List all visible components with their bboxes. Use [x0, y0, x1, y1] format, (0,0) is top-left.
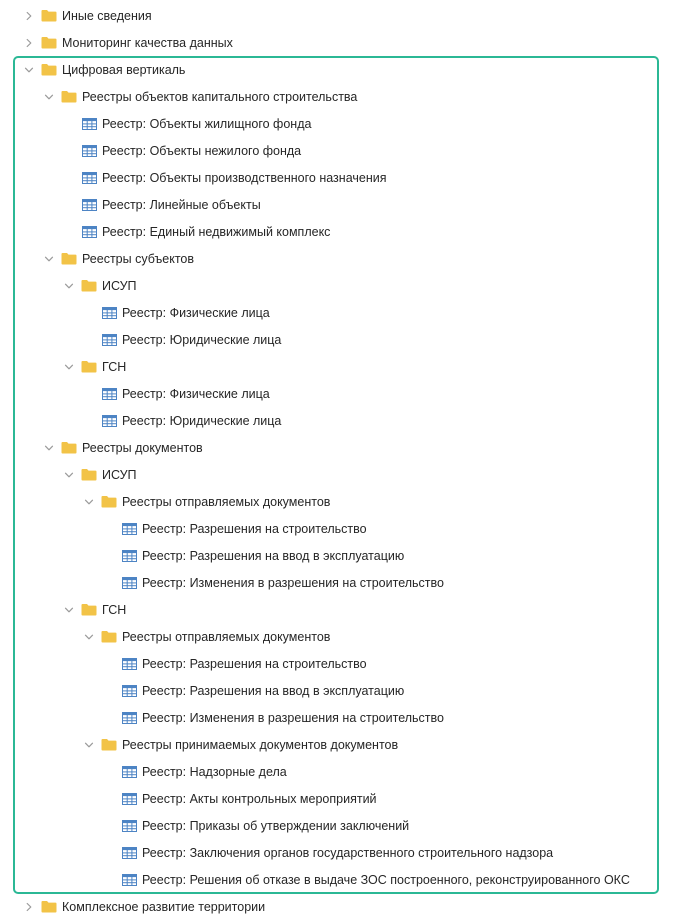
- tree-item-label[interactable]: Цифровая вертикаль: [62, 62, 186, 77]
- table-icon: [121, 873, 137, 887]
- tree-folder-item[interactable]: [23, 893, 265, 920]
- tree-folder-item[interactable]: [83, 488, 330, 515]
- table-icon: [121, 576, 137, 590]
- tree-folder-item[interactable]: [63, 353, 126, 380]
- tree-item-label[interactable]: Реестр: Юридические лица: [122, 332, 282, 347]
- table-icon: [121, 792, 137, 806]
- tree-table-item[interactable]: [121, 515, 367, 542]
- chevron-down-icon[interactable]: [23, 64, 35, 76]
- table-icon: [101, 333, 117, 347]
- folder-icon: [41, 9, 57, 23]
- table-icon: [121, 819, 137, 833]
- table-icon: [81, 171, 97, 185]
- chevron-down-icon[interactable]: [83, 496, 95, 508]
- tree-table-item[interactable]: [121, 569, 444, 596]
- folder-icon: [101, 630, 117, 644]
- tree-item-label[interactable]: Реестр: Разрешения на ввод в эксплуатацию: [142, 683, 405, 698]
- table-icon: [101, 387, 117, 401]
- tree-item-label[interactable]: ГСН: [102, 602, 127, 617]
- tree-item-label[interactable]: Реестр: Изменения в разрешения на строительство: [142, 710, 444, 725]
- tree-item-label[interactable]: Реестр: Объекты производственного назначения: [102, 170, 387, 185]
- tree-table-item[interactable]: [81, 164, 387, 191]
- tree-folder-item[interactable]: [63, 596, 126, 623]
- table-icon: [121, 657, 137, 671]
- folder-icon: [61, 90, 77, 104]
- table-icon: [121, 765, 137, 779]
- tree-folder-item[interactable]: [43, 245, 194, 272]
- tree-item-label[interactable]: Реестр: Единый недвижимый комплекс: [102, 224, 331, 239]
- tree-item-label[interactable]: Комплексное развитие территории: [62, 899, 266, 914]
- tree-item-label[interactable]: Реестры принимаемых документов документов: [122, 737, 399, 752]
- tree-item-label[interactable]: Реестры отправляемых документов: [122, 494, 331, 509]
- chevron-right-icon[interactable]: [23, 901, 35, 913]
- tree-item-label[interactable]: Реестр: Приказы об утверждении заключений: [142, 818, 410, 833]
- tree-item-label[interactable]: ИСУП: [102, 278, 137, 293]
- tree-folder-item[interactable]: [43, 83, 357, 110]
- chevron-down-icon[interactable]: [63, 280, 75, 292]
- tree-folder-item[interactable]: [23, 56, 185, 83]
- tree-item-label[interactable]: Реестры отправляемых документов: [122, 629, 331, 644]
- chevron-down-icon[interactable]: [43, 91, 55, 103]
- tree-table-item[interactable]: [121, 650, 367, 677]
- tree-table-item[interactable]: [81, 191, 261, 218]
- tree-item-label[interactable]: Реестр: Линейные объекты: [102, 197, 261, 212]
- tree-folder-item[interactable]: [63, 461, 137, 488]
- folder-icon: [81, 360, 97, 374]
- tree-item-label[interactable]: Реестр: Физические лица: [122, 386, 270, 401]
- tree-item-label[interactable]: Реестр: Надзорные дела: [142, 764, 287, 779]
- tree-item-label[interactable]: ИСУП: [102, 467, 137, 482]
- tree-table-item[interactable]: [101, 380, 270, 407]
- tree-item-label[interactable]: Реестр: Объекты жилищного фонда: [102, 116, 312, 131]
- chevron-down-icon[interactable]: [63, 604, 75, 616]
- tree-item-label[interactable]: Реестр: Акты контрольных мероприятий: [142, 791, 377, 806]
- chevron-right-icon[interactable]: [23, 37, 35, 49]
- tree-folder-item[interactable]: [23, 2, 152, 29]
- folder-icon: [81, 468, 97, 482]
- table-icon: [121, 549, 137, 563]
- tree-item-label[interactable]: ГСН: [102, 359, 127, 374]
- folder-icon: [101, 738, 117, 752]
- chevron-down-icon[interactable]: [63, 469, 75, 481]
- tree-table-item[interactable]: [101, 326, 281, 353]
- chevron-down-icon[interactable]: [43, 442, 55, 454]
- chevron-down-icon[interactable]: [63, 361, 75, 373]
- folder-icon: [61, 441, 77, 455]
- tree-table-item[interactable]: [121, 677, 404, 704]
- tree-item-label[interactable]: Реестры объектов капитального строительства: [82, 89, 358, 104]
- tree-item-label[interactable]: Иные сведения: [62, 8, 152, 23]
- chevron-down-icon[interactable]: [83, 631, 95, 643]
- tree-folder-item[interactable]: [83, 731, 398, 758]
- tree-item-label[interactable]: Реестр: Объекты нежилого фонда: [102, 143, 302, 158]
- tree-table-item[interactable]: [121, 704, 444, 731]
- tree-item-label[interactable]: Реестр: Изменения в разрешения на строительство: [142, 575, 444, 590]
- tree-folder-item[interactable]: [43, 434, 203, 461]
- folder-icon: [41, 900, 57, 914]
- folder-icon: [61, 252, 77, 266]
- folder-icon: [81, 603, 97, 617]
- chevron-down-icon[interactable]: [83, 739, 95, 751]
- tree-item-label[interactable]: Реестр: Разрешения на строительство: [142, 656, 367, 671]
- tree-item-label[interactable]: Реестр: Юридические лица: [122, 413, 282, 428]
- tree-item-label[interactable]: Реестр: Решения об отказе в выдаче ЗОС построенного, реконструированного ОКС: [142, 872, 630, 887]
- tree-table-item[interactable]: [101, 299, 270, 326]
- tree-table-item[interactable]: [81, 110, 311, 137]
- tree-item-label[interactable]: Реестр: Разрешения на строительство: [142, 521, 367, 536]
- chevron-right-icon[interactable]: [23, 10, 35, 22]
- table-icon: [121, 684, 137, 698]
- tree-table-item[interactable]: [101, 407, 281, 434]
- table-icon: [81, 117, 97, 131]
- folder-icon: [101, 495, 117, 509]
- folder-icon: [41, 36, 57, 50]
- tree-folder-item[interactable]: [63, 272, 137, 299]
- table-icon: [101, 414, 117, 428]
- table-icon: [121, 522, 137, 536]
- tree-table-item[interactable]: [81, 137, 301, 164]
- tree-table-item[interactable]: [81, 218, 330, 245]
- tree-table-item[interactable]: [121, 542, 404, 569]
- tree-item-label[interactable]: Реестры субъектов: [82, 251, 195, 266]
- table-icon: [101, 306, 117, 320]
- tree-table-item[interactable]: [121, 785, 377, 812]
- folder-icon: [81, 279, 97, 293]
- tree-table-item[interactable]: [121, 866, 630, 893]
- tree-item-label[interactable]: Реестры документов: [82, 440, 203, 455]
- table-icon: [121, 846, 137, 860]
- tree-item-label[interactable]: Реестр: Заключения органов государственного строительного надзора: [142, 845, 554, 860]
- table-icon: [81, 225, 97, 239]
- tree-item-label[interactable]: Реестр: Физические лица: [122, 305, 270, 320]
- chevron-down-icon[interactable]: [43, 253, 55, 265]
- tree-table-item[interactable]: [121, 812, 409, 839]
- tree-folder-item[interactable]: [83, 623, 330, 650]
- table-icon: [81, 198, 97, 212]
- tree-item-label[interactable]: Реестр: Разрешения на ввод в эксплуатацию: [142, 548, 405, 563]
- tree-table-item[interactable]: [121, 758, 287, 785]
- tree-item-label[interactable]: Мониторинг качества данных: [62, 35, 233, 50]
- tree-folder-item[interactable]: [23, 29, 233, 56]
- table-icon: [81, 144, 97, 158]
- folder-icon: [41, 63, 57, 77]
- table-icon: [121, 711, 137, 725]
- tree-table-item[interactable]: [121, 839, 553, 866]
